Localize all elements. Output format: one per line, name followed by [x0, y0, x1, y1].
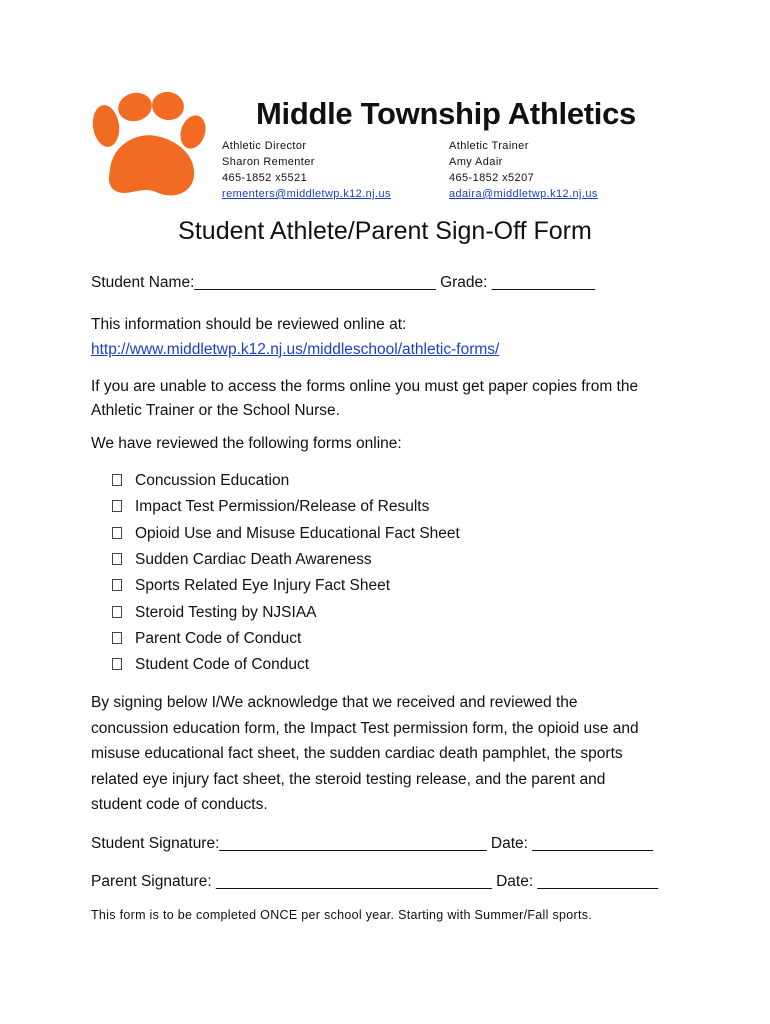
checkbox-icon[interactable] — [112, 474, 122, 486]
reviewed-intro-text: We have reviewed the following forms online: — [91, 435, 402, 452]
director-role: Athletic Director — [222, 140, 307, 152]
student-name-grade-field[interactable]: Student Name:____________________________ Grade: ____________ — [91, 274, 596, 291]
paper-copies-line-1: If you are unable to access the forms online you must get paper copies from the — [91, 378, 639, 395]
director-phone: 465-1852 x5521 — [222, 172, 308, 184]
athletic-forms-link[interactable]: http://www.middletwp.k12.nj.us/middleschool/athletic-forms/ — [91, 341, 500, 358]
checklist-item[interactable]: Steroid Testing by NJSIAA — [112, 599, 460, 625]
athletic-trainer-contact — [449, 138, 598, 202]
paper-copies-line-2: Athletic Trainer or the School Nurse. — [91, 402, 340, 419]
form-title: Student Athlete/Parent Sign-Off Form — [178, 217, 592, 245]
checkbox-icon[interactable] — [112, 632, 122, 644]
trainer-email-link[interactable]: adaira@middletwp.k12.nj.us — [449, 188, 598, 200]
athletic-director-contact — [222, 138, 391, 202]
student-signature-field[interactable]: Student Signature:_______________________________ Date: ______________ — [91, 835, 653, 852]
checklist-item[interactable]: Opioid Use and Misuse Educational Fact Sheet — [112, 521, 460, 547]
checkbox-icon[interactable] — [112, 553, 122, 565]
checklist-item[interactable]: Impact Test Permission/Release of Results — [112, 494, 460, 520]
acknowledgement-paragraph: By signing below I/We acknowledge that we received and reviewed the concussion education form, the Impact Test permission form, the opioid use and misuse educational fact sheet, the sudden cardiac death pamphlet, the sports related eye injury fact sheet, the steroid testing release, and the parent and student code of conducts. — [91, 694, 639, 813]
checklist-item[interactable]: Sports Related Eye Injury Fact Sheet — [112, 573, 460, 599]
trainer-name: Amy Adair — [449, 156, 503, 168]
review-intro-text: This information should be reviewed online at: — [91, 316, 407, 333]
school-title: Middle Township Athletics — [256, 96, 637, 131]
forms-checklist — [112, 468, 460, 678]
director-name: Sharon Rementer — [222, 156, 315, 168]
checkbox-icon[interactable] — [112, 658, 122, 670]
paw-print-icon — [90, 92, 210, 202]
parent-signature-field[interactable]: Parent Signature: ________________________________ Date: ______________ — [91, 873, 659, 890]
checklist-item[interactable]: Student Code of Conduct — [112, 652, 460, 678]
trainer-role: Athletic Trainer — [449, 140, 529, 152]
trainer-phone: 465-1852 x5207 — [449, 172, 535, 184]
director-email-link[interactable]: rementers@middletwp.k12.nj.us — [222, 188, 391, 200]
footnote: This form is to be completed ONCE per school year. Starting with Summer/Fall sports. — [91, 908, 593, 922]
checkbox-icon[interactable] — [112, 606, 122, 618]
checklist-item[interactable]: Sudden Cardiac Death Awareness — [112, 547, 460, 573]
checklist-item[interactable]: Concussion Education — [112, 468, 460, 494]
checkbox-icon[interactable] — [112, 500, 122, 512]
checkbox-icon[interactable] — [112, 527, 122, 539]
checklist-item[interactable]: Parent Code of Conduct — [112, 626, 460, 652]
checkbox-icon[interactable] — [112, 579, 122, 591]
